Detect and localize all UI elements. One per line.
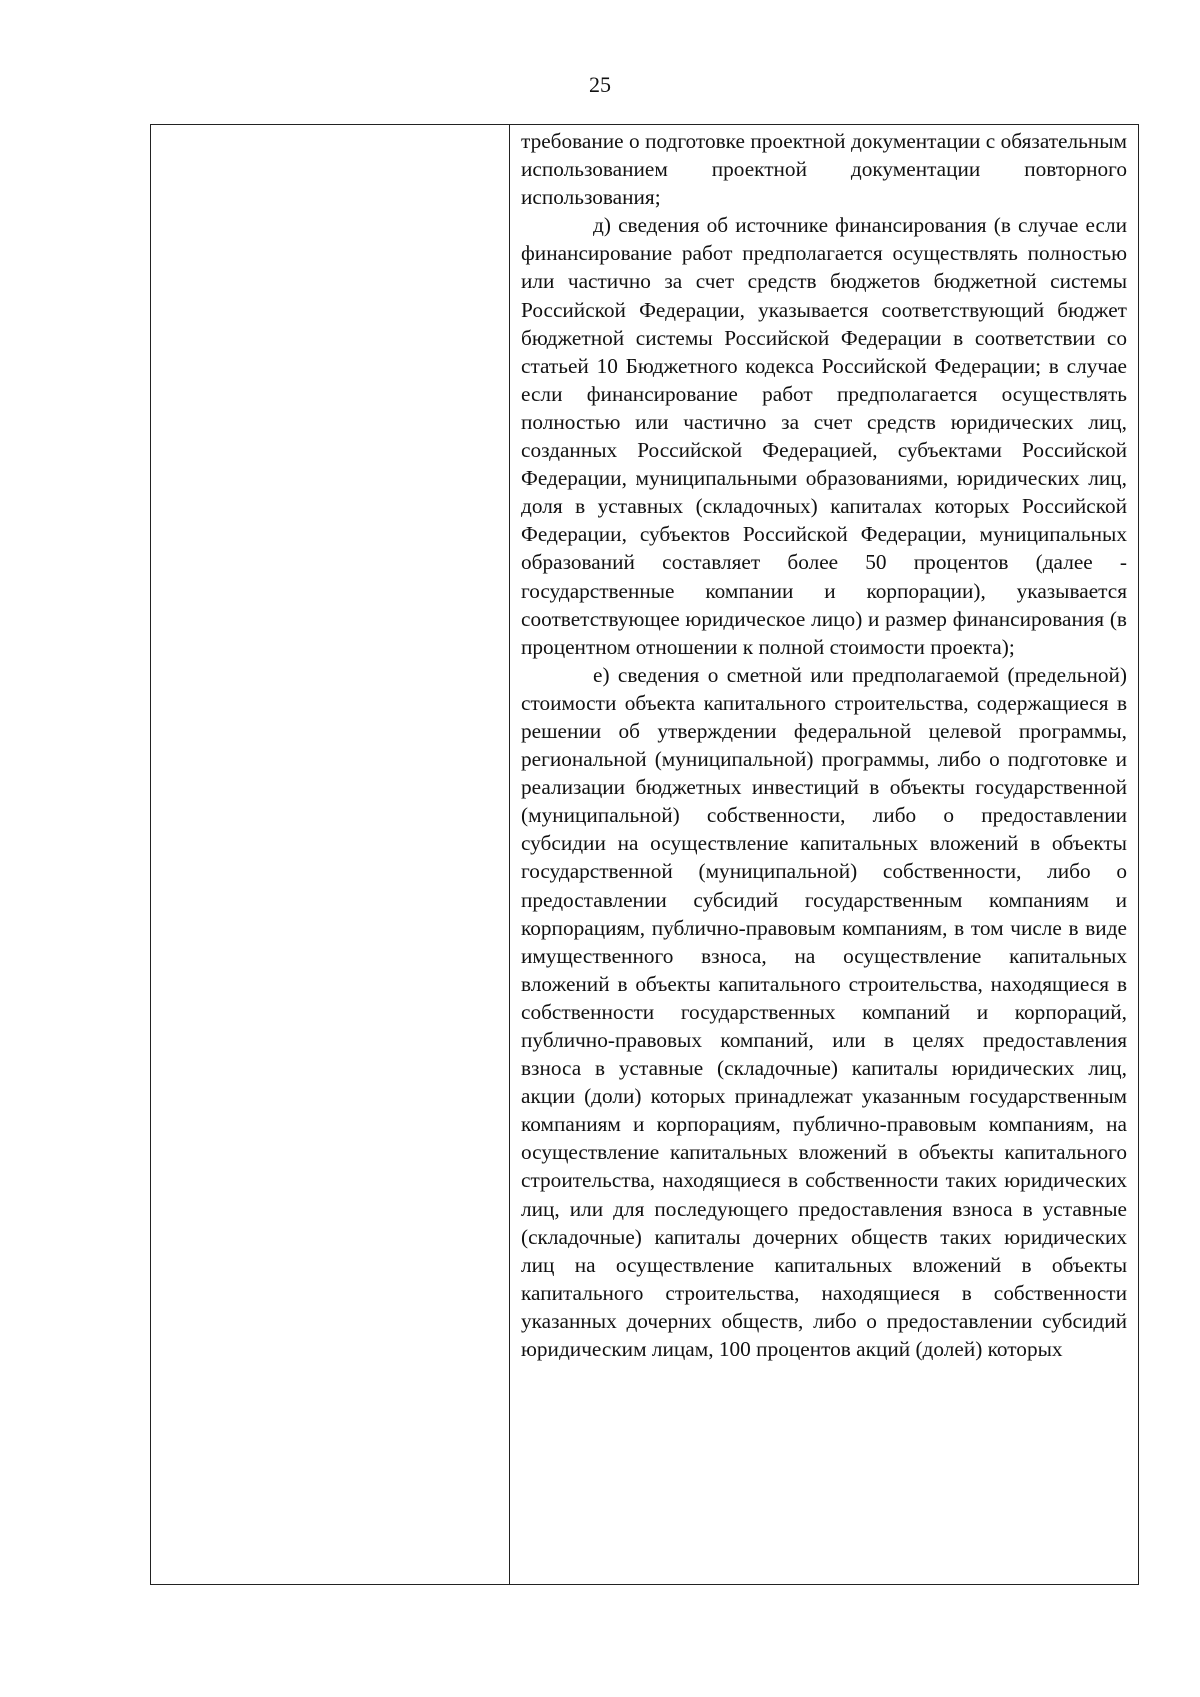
paragraph-item-d: д) сведения об источнике финансирования (в случае если финансирование работ предполагается осуществлять полностью или частично за счет средств бюджетов бюджетной системы Российской Федерации, указывается соответствующий бюджет бюджетной системы Российской Федерации в соответствии со статьей 10 Бюджетного кодекса Российской Федерации; в случае если финансирование работ предполагается осуществлять полностью или частично за счет средств юридических лиц, созданных Российской Федерацией, субъектами Российской Федерации, муниципальными образованиями, юридических лиц, доля в уставных (складочных) капиталах которых Российской Федерации, субъектов Российской Федерации, муниципальных образований составляет более 50 процентов (далее - государственные компании и корпорации), указывается соответствующее юридическое лицо) и размер финансирования (в процентном отношении к полной стоимости проекта); [521,213,1127,659]
page-number: 25 [589,72,611,97]
paragraph-requirement-text: требование о подготовке проектной документации с обязательным использованием проектной документации повторного использования; [521,129,1127,210]
table-left-cell [151,125,510,1584]
document-table [150,124,1139,1585]
paragraph-item-e: е) сведения о сметной или предполагаемой (предельной) стоимости объекта капитального строительства, содержащиеся в решении об утверждении федеральной целевой программы, региональной (муниципальной) программы, либо о подготовке и реализации бюджетных инвестиций в объекты государственной (муниципальной) собственности, либо о предоставлении субсидии на осуществление капитальных вложений в объекты государственной (муниципальной) собственности, либо о предоставлении субсидий государственным компаниям и корпорациям, публично-правовым компаниям, в том числе в виде имущественного взноса, на осуществление капитальных вложений в объекты капитального строительства, находящиеся в собственности государственных компаний и корпораций, публично-правовых компаний, или в целях предоставления взноса в уставные (складочные) капиталы юридических лиц, акции (доли) которых принадлежат указанным государственным компаниям и корпорациям, публично-правовым компаниям, на осуществление капитальных вложений в объекты капитального строительства, находящиеся в собственности таких юридических лиц, или для последующего предоставления взноса в уставные (складочные) капиталы дочерних обществ таких юридических лиц на осуществление капитальных вложений в объекты капитального строительства, находящиеся в собственности указанных дочерних обществ, либо о предоставлении субсидий юридическим лицам, 100 процентов акций (долей) которых [521,662,1127,1362]
table-right-cell [510,125,1138,1584]
